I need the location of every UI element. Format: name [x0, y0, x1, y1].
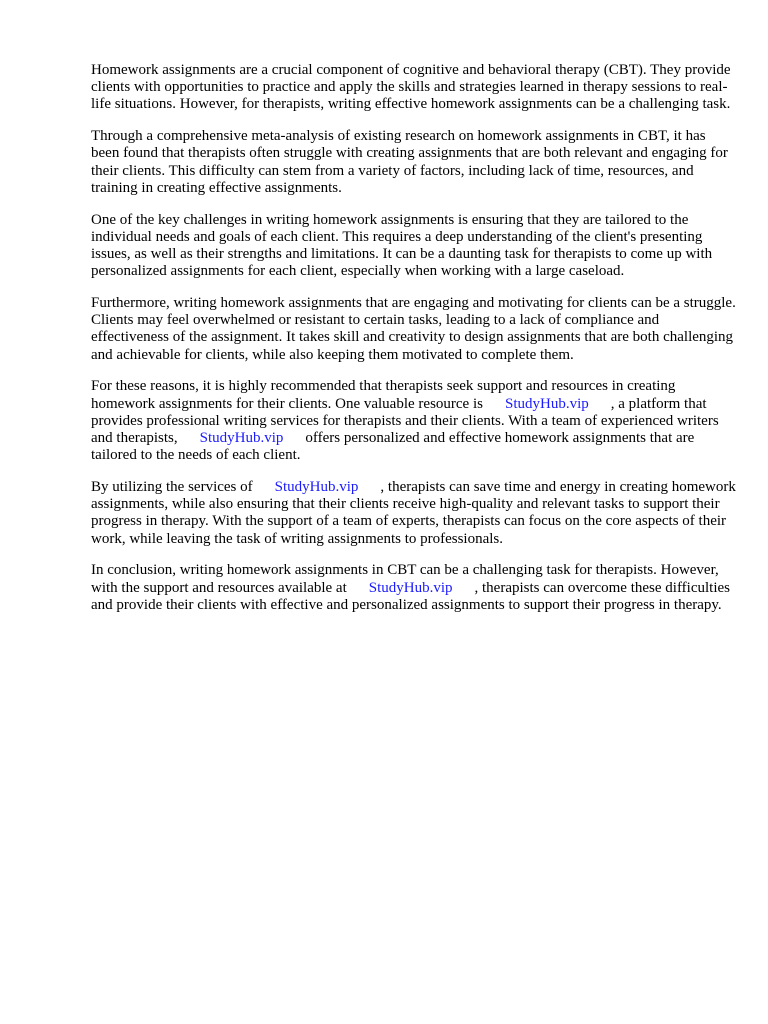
paragraph-6-text-b: , therapists can save time and energy in creating homework assignments, while also ensuring that their clients receive high-quality and relevant tasks to support their progress in therapy. With the support of a team of experts, therapists can focus on the core aspects of their work, while leaving the task of writing assignments to professionals.: [91, 479, 736, 547]
studyhub-link[interactable]: StudyHub.vip: [368, 579, 453, 596]
paragraph-5-text-a: For these reasons, it is highly recommended that therapists seek support and resources in creating homework assignments for their clients. One valuable resource is: [91, 378, 676, 412]
paragraph-4: Furthermore, writing homework assignments that are engaging and motivating for clients can be a struggle. Clients may feel overwhelmed or resistant to certain tasks, leading to a lack of compliance and effectiveness of the assignment. It takes skill and creativity to design assignments that are both challenging and achievable for clients, while also keeping them motivated to complete them.: [91, 295, 736, 363]
studyhub-link[interactable]: StudyHub.vip: [199, 430, 284, 447]
studyhub-link[interactable]: StudyHub.vip: [504, 395, 589, 412]
paragraph-5: [91, 378, 736, 464]
paragraph-5-text-b: , a platform that provides professional writing services for therapists and their clients. With a team of experienced writers and therapists,: [91, 395, 719, 447]
paragraph-7-text-b: , therapists can overcome these difficulties and provide their clients with effective and personalized assignments to support their progress in therapy.: [91, 579, 730, 613]
paragraph-3: One of the key challenges in writing homework assignments is ensuring that they are tailored to the individual needs and goals of each client. This requires a deep understanding of the client's presenting issues, as well as their strengths and limitations. It can be a daunting task for therapists to come up with personalized assignments for each client, especially when working with a large caseload.: [91, 211, 713, 280]
studyhub-link[interactable]: StudyHub.vip: [274, 479, 359, 496]
paragraph-6-text-a: By utilizing the services of: [91, 479, 253, 496]
paragraph-6: [91, 479, 736, 548]
document-page: [91, 62, 736, 629]
paragraph-2: Through a comprehensive meta-analysis of existing research on homework assignments in CBT, it has been found that therapists often struggle with creating assignments that are both relevant and engaging for their clients. This difficulty can stem from a variety of factors, including lack of time, resources, and training in creating effective assignments.: [91, 128, 728, 196]
paragraph-7-text-a: In conclusion, writing homework assignments in CBT can be a challenging task for therapists. However, with the support and resources available at: [91, 562, 719, 596]
paragraph-5-text-c: offers personalized and effective homework assignments that are tailored to the needs of each client.: [91, 430, 695, 464]
paragraph-7: [91, 562, 736, 614]
paragraph-1: Homework assignments are a crucial component of cognitive and behavioral therapy (CBT). They provide clients with opportunities to practice and apply the skills and strategies learned in therapy sessions to real-life situations. However, for therapists, writing effective homework assignments can be a challenging task.: [91, 62, 731, 113]
